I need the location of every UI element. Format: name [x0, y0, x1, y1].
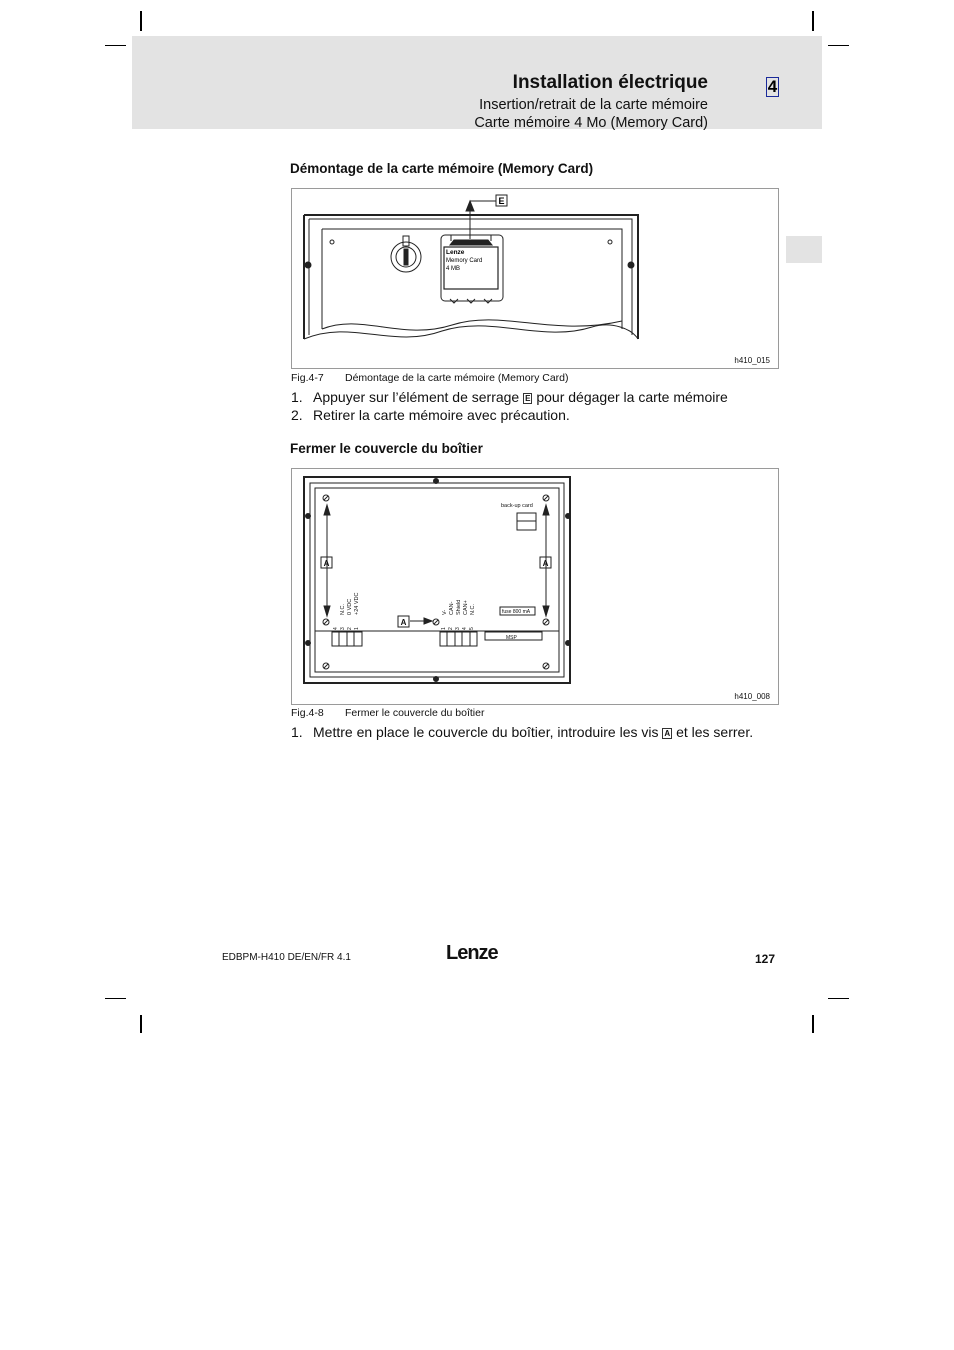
lenze-logo: Lenze: [446, 942, 498, 964]
figure-caption: [291, 372, 569, 384]
terminal-number: 3: [455, 627, 461, 630]
fuse-label: fuse 800 mA: [502, 609, 531, 615]
crop-mark: [140, 1015, 142, 1033]
terminal-number: 1: [441, 627, 447, 630]
terminal-label: CAN+: [463, 600, 469, 615]
figure-close-cover: [291, 468, 779, 705]
terminal-number: 5: [469, 627, 475, 630]
terminal-label: N.C.: [470, 604, 476, 615]
caption-number: Fig.4-8: [291, 707, 324, 719]
chapter-number: 4: [767, 77, 778, 96]
terminal-label: +24 VDC: [354, 592, 360, 615]
step-number: 1.: [291, 389, 303, 405]
page-title: Installation électrique: [512, 72, 708, 93]
document-id: EDBPM-H410 DE/EN/FR 4.1: [222, 952, 351, 963]
backup-card-label: back-up card: [501, 503, 533, 509]
marker-e: E: [498, 196, 505, 206]
figure-memory-card: [291, 188, 779, 369]
step-number: 2.: [291, 407, 303, 423]
crop-mark: [140, 11, 142, 31]
key-marker: A: [664, 729, 671, 738]
terminal-label: N.C.: [340, 604, 346, 615]
marker-a-bottom: A: [400, 618, 407, 627]
terminal-number: 1: [354, 627, 360, 630]
terminal-label: V-: [442, 609, 448, 615]
terminal-number: 4: [462, 627, 468, 630]
crop-mark: [105, 45, 126, 46]
cover-drawing: [292, 469, 778, 704]
step-number: 1.: [291, 724, 303, 740]
terminal-number: 2: [347, 627, 353, 630]
crop-mark: [828, 45, 849, 46]
crop-mark: [812, 1015, 814, 1033]
terminal-number: 2: [448, 627, 454, 630]
page-number: 127: [755, 952, 776, 966]
page-subtitle-1: Insertion/retrait de la carte mémoire: [479, 97, 708, 113]
list-item: [291, 724, 753, 740]
figure-code: h410_008: [734, 692, 770, 701]
terminal-number: 4: [333, 627, 339, 630]
page-subtitle-2: Carte mémoire 4 Mo (Memory Card): [474, 115, 708, 131]
caption-text: Démontage de la carte mémoire (Memory Card): [345, 372, 569, 384]
card-line-2: 4 MB: [446, 266, 461, 272]
step-text: Appuyer sur l’élément de serrage: [313, 389, 520, 405]
list-item: [291, 389, 728, 405]
key-marker: E: [525, 394, 531, 403]
memory-card-drawing: [292, 189, 778, 368]
crop-mark: [828, 998, 849, 999]
step-text: et les serrer.: [676, 724, 754, 740]
section-heading-memory-card: Démontage de la carte mémoire (Memory Card): [290, 161, 594, 176]
terminal-label: Shield: [456, 599, 462, 615]
card-line-1: Memory Card: [446, 258, 483, 264]
msp-label: MSP: [506, 635, 517, 641]
terminal-label: CAN-: [449, 601, 455, 615]
terminal-label: 0 VDC: [347, 598, 353, 615]
marker-a-left: A: [323, 559, 330, 568]
step-text: Retirer la carte mémoire avec précaution.: [313, 407, 570, 423]
crop-mark: [105, 998, 126, 999]
side-tab: [786, 236, 822, 263]
caption-number: Fig.4-7: [291, 372, 324, 384]
figure-caption: [291, 707, 484, 719]
terminal-number: 3: [340, 627, 346, 630]
card-brand: Lenze: [446, 249, 465, 256]
step-text: Mettre en place le couvercle du boîtier, introduire les vis: [313, 724, 659, 740]
step-text: pour dégager la carte mémoire: [536, 389, 728, 405]
caption-text: Fermer le couvercle du boîtier: [345, 707, 485, 719]
marker-a-right: A: [542, 559, 549, 568]
list-item: [291, 407, 570, 423]
figure-code: h410_015: [734, 356, 770, 365]
section-heading-close-cover: Fermer le couvercle du boîtier: [290, 441, 483, 456]
crop-mark: [812, 11, 814, 31]
